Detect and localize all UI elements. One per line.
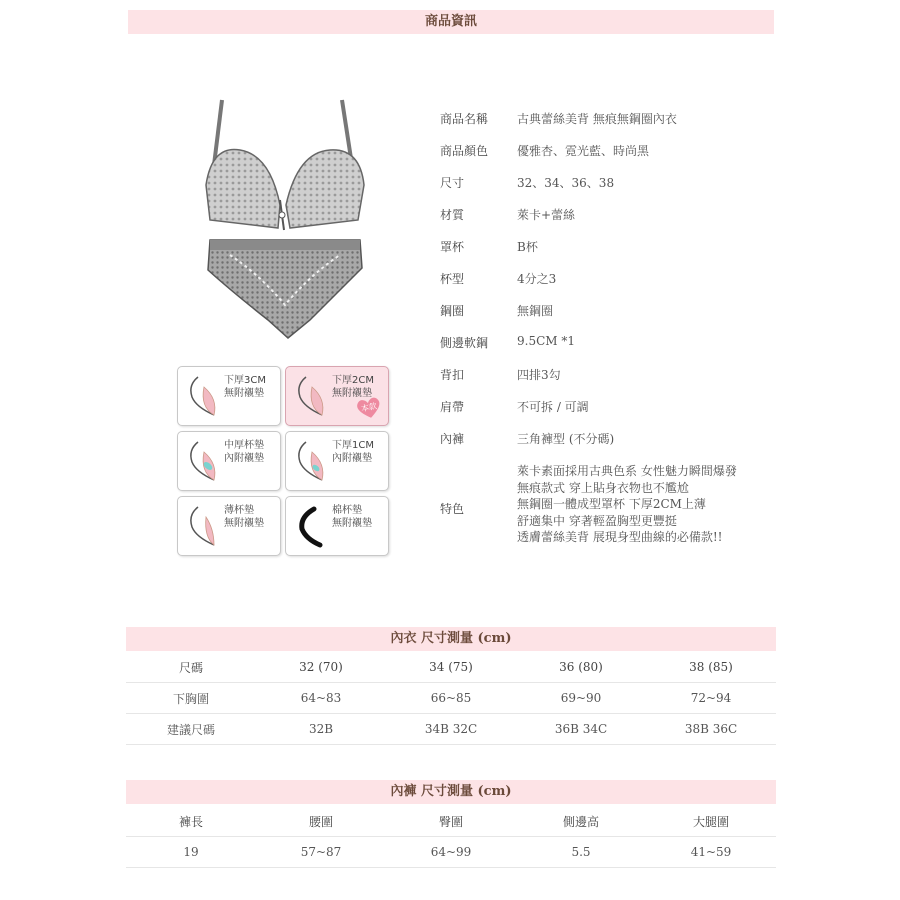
table-cell: 建議尺碼 (126, 714, 256, 745)
table-cell: 64~99 (386, 837, 516, 868)
table-cell: 34B 32C (386, 714, 516, 745)
feature-line: 萊卡素面採用古典色系 女性魅力瞬間爆發 (517, 464, 737, 478)
cup-option-card[interactable] (285, 431, 389, 491)
cup-option-card-active[interactable] (285, 366, 389, 426)
cup-option-card[interactable] (177, 431, 281, 491)
info-label: 材質 (440, 208, 465, 222)
cup-option-line2: 內附襯墊 (224, 453, 264, 464)
cup-option-line1: 下厚1CM (332, 440, 374, 451)
table-cell: 32 (70) (256, 652, 386, 683)
feature-line: 透膚蕾絲美背 展現身型曲線的必備款!! (517, 530, 723, 544)
info-value: B杯 (517, 240, 538, 254)
cup-option-label (224, 439, 264, 465)
lingerie-illustration-icon (200, 90, 370, 350)
cup-option-line2: 無附襯墊 (224, 388, 264, 399)
table-cell: 36 (80) (516, 652, 646, 683)
info-label: 內褲 (440, 432, 465, 446)
table-cell: 57~87 (256, 837, 386, 868)
pad-with-insert-icon (292, 438, 328, 484)
cup-option-line2: 無附襯墊 (332, 518, 372, 529)
feature-line: 無鋼圈一體成型罩杯 下厚2CM上薄 (517, 497, 706, 511)
section-header-panty-size: 內褲 尺寸測量 (cm) (126, 780, 776, 804)
cup-option-label (224, 504, 264, 530)
table-cell: 64~83 (256, 683, 386, 714)
cup-option-label (224, 374, 266, 400)
table-cell: 腰圍 (256, 806, 386, 837)
cup-option-line2: 內附襯墊 (332, 453, 372, 464)
current-item-badge-text: 本款 (360, 401, 378, 414)
table-cell: 5.5 (516, 837, 646, 868)
table-cell: 大腿圍 (646, 806, 776, 837)
table-cell: 41~59 (646, 837, 776, 868)
cup-option-line1: 下厚3CM (224, 375, 266, 386)
table-row (126, 652, 776, 683)
cup-option-card[interactable] (177, 496, 281, 556)
section-header-product-info: 商品資訊 (128, 10, 774, 34)
cotton-pad-icon (292, 503, 328, 549)
info-label: 商品顏色 (440, 144, 489, 158)
table-cell: 19 (126, 837, 256, 868)
table-cell: 臀圍 (386, 806, 516, 837)
features-text (517, 463, 737, 546)
info-value: 萊卡+蕾絲 (517, 208, 576, 222)
table-cell: 69~90 (516, 683, 646, 714)
features-label: 特色 (440, 502, 465, 516)
pad-with-insert-icon (184, 438, 220, 484)
info-value: 古典蕾絲美背 無痕無鋼圈內衣 (517, 112, 677, 126)
cup-option-line1: 中厚杯墊 (224, 440, 264, 451)
info-value: 三角褲型 (不分碼) (517, 432, 615, 446)
table-cell: 側邊高 (516, 806, 646, 837)
table-cell: 褲長 (126, 806, 256, 837)
table-cell: 38 (85) (646, 652, 776, 683)
info-value: 不可拆 / 可調 (517, 400, 589, 414)
info-value: 4分之3 (517, 272, 557, 286)
info-label: 商品名稱 (440, 112, 489, 126)
table-cell: 36B 34C (516, 714, 646, 745)
info-value: 32、34、36、38 (517, 176, 615, 190)
info-value: 優雅杏、霓光藍、時尚黑 (517, 144, 650, 158)
feature-line: 舒適集中 穿著輕盈胸型更豐挺 (517, 513, 677, 528)
product-image (200, 90, 370, 350)
info-label: 杯型 (440, 272, 465, 286)
cup-option-line1: 薄杯墊 (224, 505, 254, 516)
table-cell: 34 (75) (386, 652, 516, 683)
table-cell: 尺碼 (126, 652, 256, 683)
table-cell: 72~94 (646, 683, 776, 714)
info-label: 背扣 (440, 368, 465, 382)
table-row (126, 683, 776, 714)
table-row (126, 837, 776, 868)
info-value: 四排3勾 (517, 368, 561, 382)
bra-size-table (126, 652, 776, 745)
table-row (126, 806, 776, 837)
info-label: 鋼圈 (440, 304, 465, 318)
cup-option-label (332, 504, 372, 530)
current-item-badge (354, 395, 384, 422)
pink-pad-icon (292, 373, 328, 419)
pink-pad-icon (184, 373, 220, 419)
cup-option-line1: 下厚2CM (332, 375, 374, 386)
section-header-bra-size: 內衣 尺寸測量 (cm) (126, 627, 776, 651)
feature-line: 無痕款式 穿上貼身衣物也不尷尬 (517, 480, 689, 495)
cup-option-card[interactable] (177, 366, 281, 426)
info-value: 無鋼圈 (517, 304, 554, 318)
table-row (126, 714, 776, 745)
info-label: 肩帶 (440, 400, 465, 414)
thin-pad-icon (184, 503, 220, 549)
table-cell: 66~85 (386, 683, 516, 714)
info-label: 側邊軟鋼 (440, 336, 489, 350)
cup-option-line2: 無附襯墊 (332, 388, 372, 399)
panty-size-table (126, 806, 776, 868)
info-label: 尺寸 (440, 176, 465, 190)
cup-option-line1: 棉杯墊 (332, 505, 362, 516)
cup-option-card[interactable] (285, 496, 389, 556)
info-label: 罩杯 (440, 240, 465, 254)
table-cell: 下胸圍 (126, 683, 256, 714)
cup-option-label (332, 439, 374, 465)
info-value: 9.5CM *1 (517, 334, 576, 348)
table-cell: 38B 36C (646, 714, 776, 745)
cup-option-line2: 無附襯墊 (224, 518, 264, 529)
table-cell: 32B (256, 714, 386, 745)
